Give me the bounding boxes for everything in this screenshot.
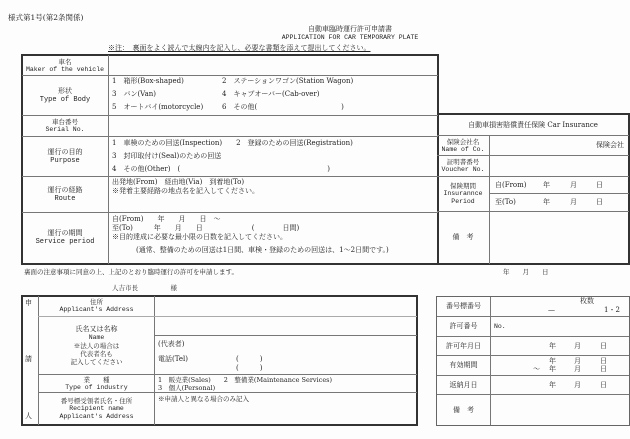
period-from[interactable]: 自(From) 年 月 日 ～: [112, 215, 221, 223]
route-label: 運行の経路 Route: [47, 185, 83, 203]
purpose-label: 運行の目的 Purpose: [47, 147, 83, 165]
declaration-date[interactable]: 年 月 日: [503, 268, 549, 276]
insurance-period-label: 保険期間 Insurannce Period: [443, 182, 483, 205]
body-option-4[interactable]: 4 キャブオーバー(Cab-over): [222, 90, 320, 98]
body-option-5[interactable]: 5 オートバイ(motorcycle): [112, 103, 204, 111]
body-option-1[interactable]: 1 箱形(Box-shaped): [112, 77, 184, 85]
form-title-ja: 自動車臨時運行許可申請書: [308, 25, 392, 33]
insurance-header: 自動車損害賠償責任保険 Car Insurance: [468, 121, 598, 129]
insurance-company-suffix: 保険会社: [596, 141, 624, 149]
recipient-note: ※申請人と異なる場合のみ記入: [158, 395, 249, 403]
plate-count: 1・2: [604, 306, 620, 314]
purpose-option-1-2[interactable]: 1 車検のための回送(Inspection) 2 登録のための回送(Registration): [112, 139, 353, 147]
body-option-3[interactable]: 3 バン(Van): [112, 90, 157, 98]
applicant-address-label: 住所 Applicant's Address: [59, 298, 134, 313]
valid-period-label: 有効期間: [449, 361, 478, 369]
permit-number-prefix: No.: [494, 323, 506, 330]
form-note: ※注： 裏面をよく読んで太線内を記入し、必要な書類を添えて提出してください。: [108, 44, 371, 52]
period-note-detail: (通常、整備のための回送は1日間、車検・登録のための回送は、1～2日間です。): [136, 246, 389, 254]
insurance-remarks-input[interactable]: [491, 212, 627, 263]
return-date-label: 返納月日: [449, 380, 478, 389]
applicant-side-label-1: 申: [25, 299, 32, 307]
body-option-2[interactable]: 2 ステーションワゴン(Station Wagon): [222, 77, 354, 85]
tel-input-2[interactable]: ( ): [236, 364, 263, 372]
recipient-input[interactable]: [156, 404, 416, 424]
purpose-option-4[interactable]: 4 その他(Other) ( ): [112, 165, 330, 173]
serial-label: 車台番号 Serial No.: [45, 118, 85, 133]
route-line2: ※発着主要経路の地点名を記入してください。: [112, 187, 259, 195]
insurance-from-label: 自(From): [495, 181, 527, 189]
maker-label: 車名 Maker of the vehicle: [25, 57, 104, 73]
period-note: ※目的達成に必要な最小限の日数を記入してください。: [112, 233, 287, 241]
form-number: 様式第1号(第2条関係): [8, 13, 84, 22]
plate-count-label: 枚数: [580, 297, 594, 305]
body-type-label: 形状 Type of Body: [39, 86, 91, 104]
plate-number-label: 番号標番号: [446, 302, 481, 310]
applicant-side-label-2: 請: [25, 355, 32, 363]
tel-input-1[interactable]: ( ): [236, 355, 263, 363]
form-title-en: APPLICATION FOR CAR TEMPORARY PLATE: [281, 34, 419, 41]
recipient-label: 番号標受領者氏名・住所 Recipient name Applicant's Address: [59, 397, 134, 420]
industry-option-1-2[interactable]: 1 販売業(Sales) 2 整備業(Maintenance Services): [158, 376, 333, 384]
purpose-option-3[interactable]: 3 封印取付け(Seal)のための回送: [112, 152, 222, 160]
body-option-6[interactable]: 6 その他( ): [222, 103, 344, 111]
insurance-remarks-label: 備 考: [452, 233, 474, 241]
serial-input[interactable]: [110, 116, 436, 136]
applicant-side-label-3: 人: [25, 412, 32, 420]
representative-label: (代表者): [158, 340, 185, 348]
route-input[interactable]: [110, 197, 436, 211]
addressee: 人吉市長 様: [112, 284, 177, 292]
declaration-text: 裏面の注意事項に同意の上、上記のとおり臨時運行の許可を申請します。: [24, 268, 238, 276]
applicant-name-label: 氏名又は名称 Name ※法人の場合は 代表者名も 記入してください: [70, 325, 123, 366]
route-line1: 出発地(From) 経由地(Via) 到着地(To): [112, 178, 245, 186]
period-to[interactable]: 至(To) 年 月 日 ( 日間): [112, 224, 300, 232]
tel-label: 電話(Tel): [158, 355, 188, 363]
voucher-label: 証明書番号 Voucher No.: [441, 158, 485, 173]
service-period-label: 運行の期間 Service period: [35, 229, 95, 246]
applicant-name-input[interactable]: [156, 317, 416, 334]
permit-date-label: 許可年月日: [446, 341, 481, 350]
applicant-address-input[interactable]: [156, 297, 416, 315]
insurance-to-label: 至(To): [495, 198, 516, 206]
industry-option-3[interactable]: 3 個人(Personal): [158, 384, 216, 392]
maker-input[interactable]: [110, 56, 436, 75]
insurance-company-label: 保険会社名 Name of Co.: [441, 137, 485, 153]
voucher-input[interactable]: [491, 156, 627, 176]
permit-number-label: 許可番号: [449, 322, 478, 330]
office-remarks-label: 備 考: [453, 405, 474, 414]
industry-label: 業 種 Type of industry: [65, 375, 128, 391]
